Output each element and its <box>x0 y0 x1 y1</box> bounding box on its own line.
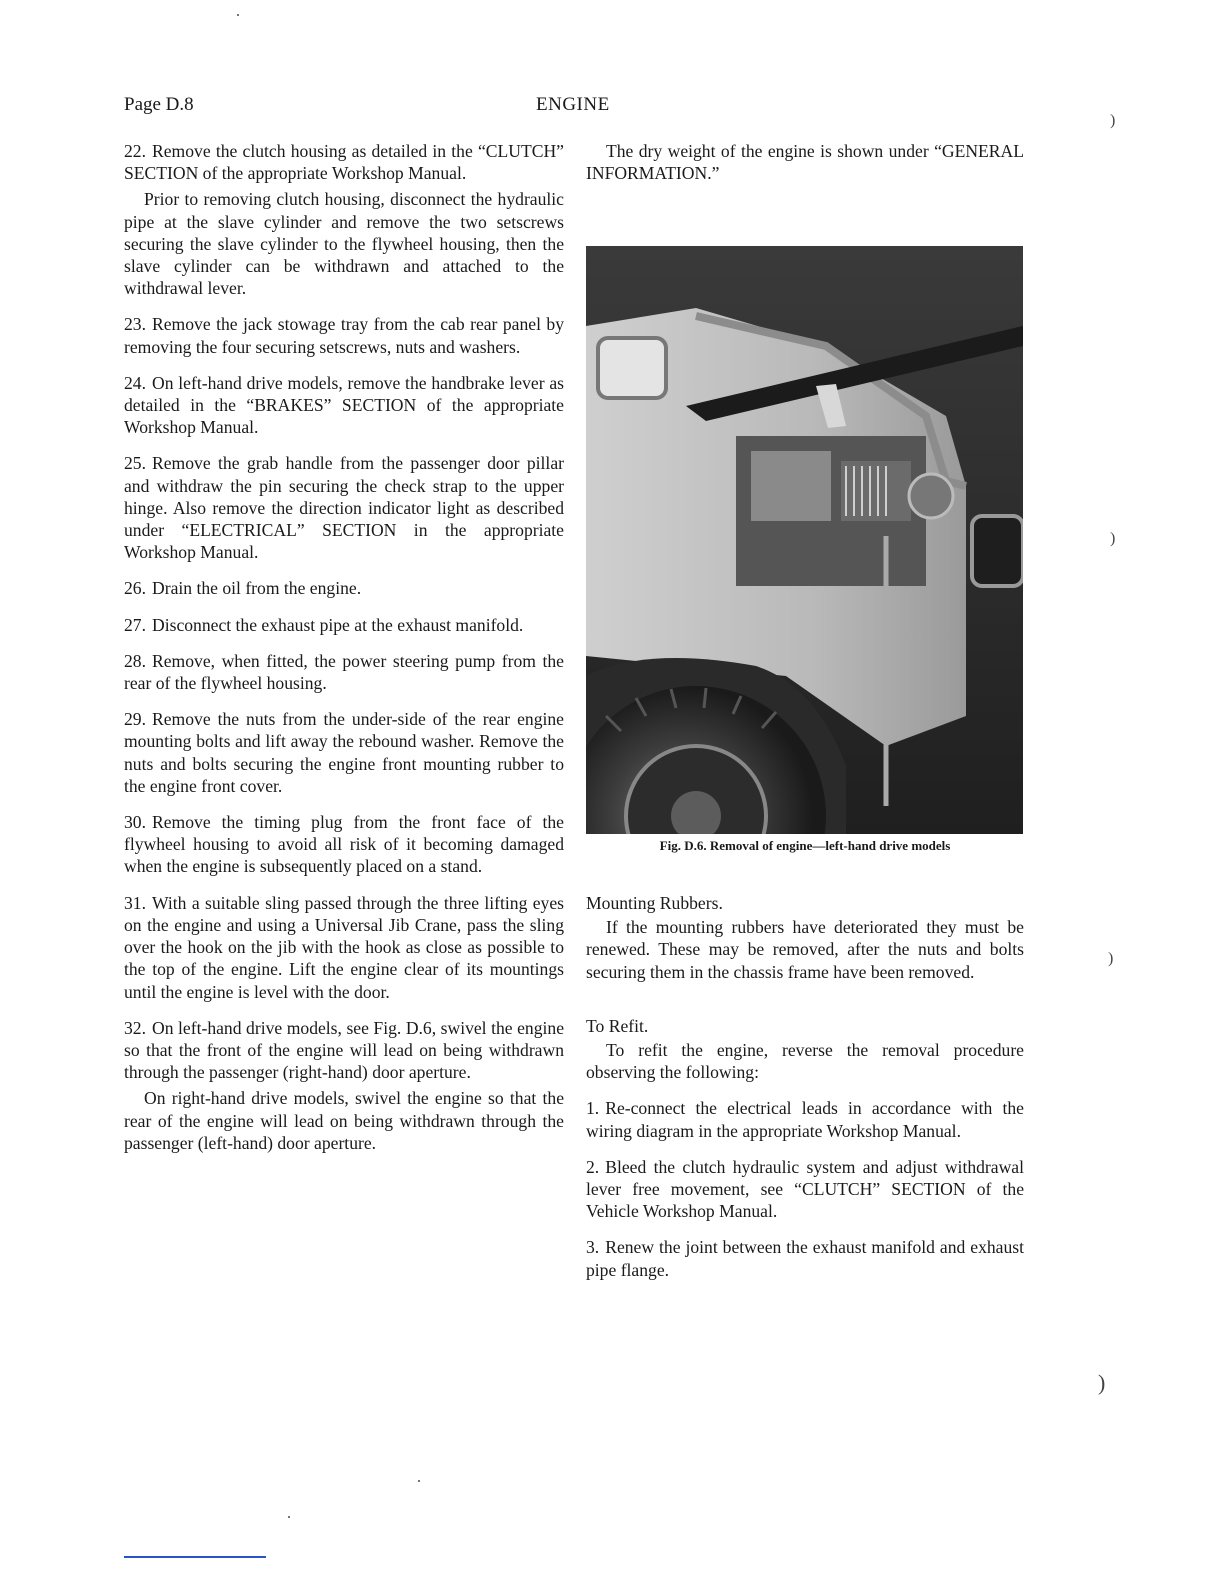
step-22-continued <box>124 188 564 299</box>
truck-illustration <box>586 246 1023 834</box>
right-column-lower <box>586 892 1024 1295</box>
step-text: Bleed the clutch hydraulic system and adjust withdrawal lever free movement, see “CLUTCH” SECTION of the Vehicle Workshop Manual. <box>586 1156 1024 1222</box>
refit-step-2 <box>586 1156 1024 1223</box>
step-text: Remove the jack stowage tray from the cab rear panel by removing the four securing setscrews, nuts and washers. <box>124 314 564 357</box>
step-text: Remove the grab handle from the passenger door pillar and withdraw the pin securing the check strap to the upper hinge. Also remove the direction indicator light as described under “ELECTRICAL” SECTION in the appropriate Workshop Manual. <box>124 453 564 563</box>
step-number: 1. <box>586 1098 600 1119</box>
step-29 <box>124 708 564 797</box>
step-text: On left-hand drive models, remove the handbrake lever as detailed in the “BRAKES” SECTION of the appropriate Workshop Manual. <box>124 372 564 438</box>
step-text: Remove the timing plug from the front face of the flywheel housing to avoid all risk of it becoming damaged when the engine is subsequently placed on a stand. <box>124 812 564 877</box>
refit-step-1 <box>586 1097 1024 1141</box>
step-text: Drain the oil from the engine. <box>152 578 362 599</box>
step-30 <box>124 811 564 878</box>
step-number: 30. <box>124 812 146 833</box>
step-25 <box>124 452 564 563</box>
step-number: 28. <box>124 650 146 671</box>
to-refit-intro: To refit the engine, reverse the removal procedure observing the following: <box>586 1040 1024 1083</box>
dry-weight-note: The dry weight of the engine is shown under “GENERAL INFORMATION.” <box>586 141 1024 184</box>
step-22 <box>124 140 564 184</box>
step-text: Re-connect the electrical leads in accordance with the wiring diagram in the appropriate Workshop Manual. <box>586 1098 1024 1141</box>
step-text: Remove, when fitted, the power steering pump from the rear of the flywheel housing. <box>124 650 564 694</box>
left-column <box>124 140 564 1168</box>
binding-mark: ) <box>1098 1370 1106 1395</box>
to-refit-heading: To Refit. <box>586 1015 649 1036</box>
mounting-rubbers-heading: Mounting Rubbers. <box>586 893 723 913</box>
figure-caption: Fig. D.6. Removal of engine—left-hand drive models <box>659 838 951 853</box>
step-number: 23. <box>124 314 146 335</box>
section-title: ENGINE <box>536 94 610 115</box>
binding-mark: ) <box>1110 112 1116 129</box>
step-text: On left-hand drive models, see Fig. D.6, swivel the engine so that the front of the engine will lead on being withdrawn through the passenger (right-hand) door aperture. <box>124 1017 564 1083</box>
page-number: Page D.8 <box>124 94 194 115</box>
step-text: Remove the nuts from the under-side of the rear engine mounting bolts and lift away the rebound washer. Remove the nuts and bolts securing the engine front mounting rubber to the engine front cover. <box>124 709 564 796</box>
binding-mark: ) <box>1110 530 1116 547</box>
step-23 <box>124 313 564 357</box>
right-column-intro <box>586 140 1024 198</box>
refit-step-3 <box>586 1236 1024 1280</box>
step-text: Renew the joint between the exhaust manifold and exhaust pipe flange. <box>586 1237 1024 1280</box>
step-27 <box>124 614 564 636</box>
step-number: 3. <box>586 1237 600 1258</box>
page-header <box>124 94 1024 120</box>
scan-speck <box>237 14 239 16</box>
step-32-continued <box>124 1087 564 1154</box>
step-text: Remove the clutch housing as detailed in the “CLUTCH” SECTION of the appropriate Workshop Manual. <box>124 141 564 184</box>
step-number: 25. <box>124 453 146 474</box>
step-28 <box>124 650 564 694</box>
step-32 <box>124 1017 564 1084</box>
step-number: 2. <box>586 1156 600 1177</box>
step-number: 31. <box>124 892 146 913</box>
step-26 <box>124 577 564 599</box>
step-number: 24. <box>124 372 146 393</box>
step-text: Prior to removing clutch housing, disconnect the hydraulic pipe at the slave cylinder and remove the two setscrews securing the slave cylinder to the flywheel housing, then the slave cylinder can be withdrawn and attached to the withdrawal lever. <box>124 189 564 299</box>
scan-speck <box>418 1480 420 1482</box>
mounting-rubbers-text: If the mounting rubbers have deteriorated they must be renewed. These may be removed, after the nuts and bolts securing them in the chassis frame have been removed. <box>586 917 1024 982</box>
binding-mark: ) <box>1108 950 1114 967</box>
step-number: 22. <box>124 141 146 161</box>
step-text: On right-hand drive models, swivel the engine so that the rear of the engine will lead on being withdrawn through the passenger (left-hand) door aperture. <box>124 1088 564 1153</box>
step-number: 26. <box>124 578 146 599</box>
step-number: 27. <box>124 614 146 635</box>
step-24 <box>124 372 564 439</box>
step-text: Disconnect the exhaust pipe at the exhaust manifold. <box>152 614 524 635</box>
engine-removal-photo <box>586 246 1023 834</box>
step-text: With a suitable sling passed through the three lifting eyes on the engine and using a Universal Jib Crane, pass the sling over the hook on the jib with the hook as close as possible to the top of the engine. Lift the engine clear of its mountings until the engine is level with the door. <box>124 892 564 1002</box>
scan-speck <box>288 1516 290 1518</box>
step-number: 32. <box>124 1017 146 1038</box>
step-31 <box>124 892 564 1003</box>
footer-rule <box>124 1556 266 1558</box>
step-number: 29. <box>124 709 146 730</box>
